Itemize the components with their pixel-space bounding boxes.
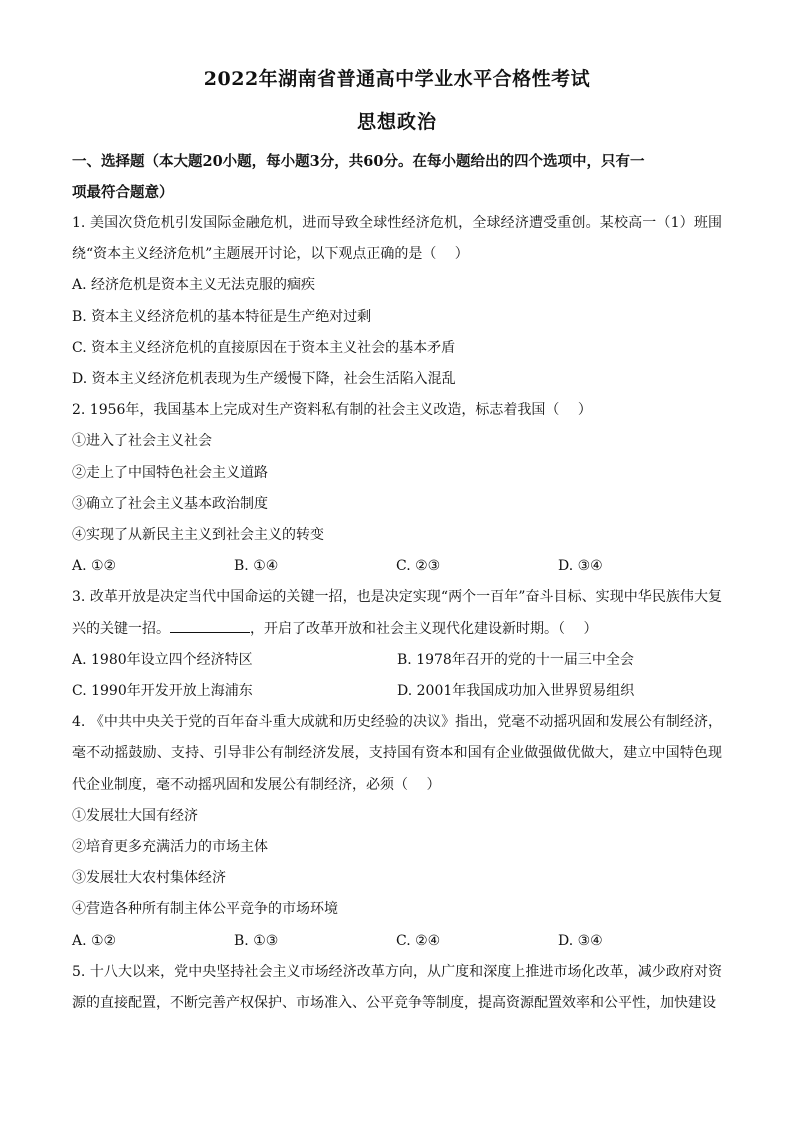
question-1-stem: 1. 美国次贷危机引发国际金融危机，进而导致全球性经济危机，全球经济遭受重创。某校高一（1）班围绕“资本主义经济危机”主题展开讨论，以下观点正确的是（ ） <box>72 215 722 263</box>
question-2-item-2: ②走上了中国特色社会主义道路 <box>72 464 268 481</box>
question-4-item-3: ③发展壮大农村集体经济 <box>72 870 226 887</box>
question-1-option-c: C. 资本主义经济危机的直接原因在于资本主义社会的基本矛盾 <box>72 339 456 356</box>
question-1-option-a: A. 经济危机是资本主义无法克服的痼疾 <box>72 277 316 294</box>
question-1-option-b: B. 资本主义经济危机的基本特征是生产绝对过剩 <box>72 308 372 325</box>
question-4-item-1: ①发展壮大国有经济 <box>72 807 198 824</box>
question-2-option-b: B. ①④ <box>234 558 279 575</box>
question-2-option-d: D. ③④ <box>558 558 603 575</box>
question-3-options-row-1 <box>72 645 722 676</box>
exam-title: 2022年湖南省普通高中学业水平合格性考试 <box>203 68 591 90</box>
question-2-item-4: ④实现了从新民主主义到社会主义的转变 <box>72 527 324 544</box>
question-1-option-d: D. 资本主义经济危机表现为生产缓慢下降，社会生活陷入混乱 <box>72 371 456 388</box>
question-4-option-d: D. ③④ <box>558 932 603 949</box>
question-4-item-2: ②培育更多充满活力的市场主体 <box>72 839 268 856</box>
question-3-option-b: B. 1978年召开的党的十一届三中全会 <box>397 651 634 668</box>
exam-page <box>72 66 722 1019</box>
question-3-option-d: D. 2001年我国成功加入世界贸易组织 <box>397 683 635 700</box>
question-3-blank <box>170 618 250 633</box>
question-4-option-b: B. ①③ <box>234 932 279 949</box>
question-4-item-4: ④营造各种所有制主体公平竞争的市场环境 <box>72 901 338 918</box>
question-3-stem <box>72 582 722 644</box>
question-4-option-a: A. ①② <box>72 932 117 949</box>
section-heading-line-2: 项最符合题意） <box>72 184 174 201</box>
question-5-stem: 5. 十八大以来，党中央坚持社会主义市场经济改革方向，从广度和深度上推进市场化改革，减少政府对资源的直接配置，不断完善产权保护、市场准入、公平竞争等制度，提高资源配置效率和公平性，加快建设 <box>72 963 722 1012</box>
section-heading <box>72 146 722 208</box>
question-3-options-row-2 <box>72 676 722 707</box>
question-2-options <box>72 551 722 582</box>
question-3-option-a: A. 1980年设立四个经济特区 <box>72 651 253 668</box>
question-3-stem-before: 3. 改革开放是决定当代中国命运的关键一招，也是决定实现“两个一百年”奋斗目标、实现中华民族伟大复兴的关键一招。 <box>72 589 722 637</box>
question-3-stem-after: ，开启了改革开放和社会主义现代化建设新时期。（ ） <box>250 620 598 637</box>
question-4-option-c: C. ②④ <box>396 932 441 949</box>
question-2-option-c: C. ②③ <box>396 558 441 575</box>
question-4-options <box>72 926 722 957</box>
question-2-option-a: A. ①② <box>72 558 117 575</box>
question-2-stem: 2. 1956年，我国基本上完成对生产资料私有制的社会主义改造，标志着我国（ ） <box>72 402 592 419</box>
exam-subject: 思想政治 <box>356 111 437 133</box>
question-3-option-c: C. 1990年开发开放上海浦东 <box>72 683 253 700</box>
question-2-item-3: ③确立了社会主义基本政治制度 <box>72 495 268 512</box>
question-2-item-1: ①进入了社会主义社会 <box>72 433 212 450</box>
question-4-stem: 4. 《中共中央关于党的百年奋斗重大成就和历史经验的决议》指出，党毫不动摇巩固和发展公有制经济，毫不动摇鼓励、支持、引导非公有制经济发展，支持国有资本和国有企业做强做优做大，建立中国特色现代企业制度，毫不动摇巩固和发展公有制经济，必须（ ） <box>72 714 722 793</box>
section-heading-line-1: 一、选择题（本大题20小题，每小题3分，共60分。在每小题给出的四个选项中，只有一 <box>72 153 645 170</box>
